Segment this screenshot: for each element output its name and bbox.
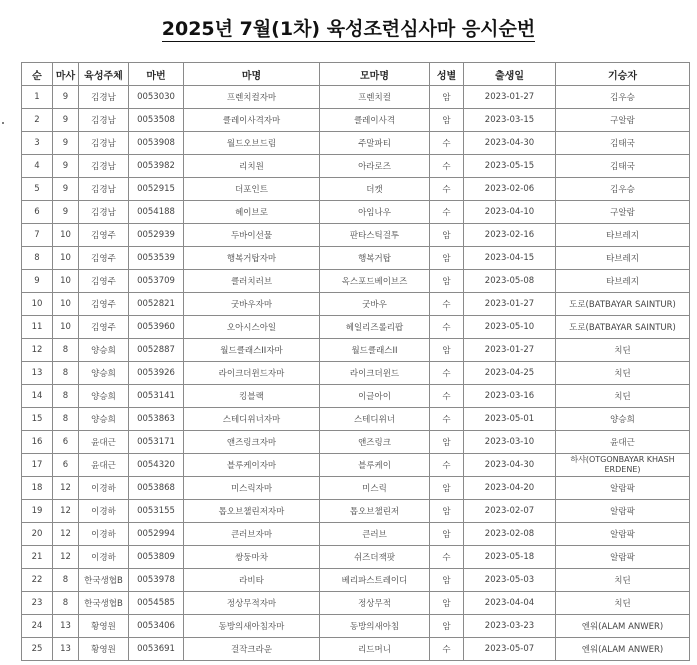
col-header-horse-name: 마명 xyxy=(184,63,320,86)
cell-dam-name: 스테디위너 xyxy=(320,408,430,431)
cell-stable: 9 xyxy=(53,178,79,201)
cell-trainer: 김영주 xyxy=(79,270,129,293)
cell-stable: 6 xyxy=(53,454,79,477)
cell-stable: 6 xyxy=(53,431,79,454)
cell-dam-name: 큰러브 xyxy=(320,523,430,546)
cell-birth-date: 2023-01-27 xyxy=(464,293,556,316)
cell-birth-date: 2023-04-30 xyxy=(464,132,556,155)
col-header-order: 순 xyxy=(22,63,53,86)
cell-trainer: 양승희 xyxy=(79,385,129,408)
table-row xyxy=(22,224,690,247)
cell-horse-name: 행복거탑자마 xyxy=(184,247,320,270)
table-row xyxy=(22,592,690,615)
cell-order: 16 xyxy=(22,431,53,454)
col-header-trainer: 육성주체 xyxy=(79,63,129,86)
table-row xyxy=(22,155,690,178)
cell-horse-name: 걸작크라운 xyxy=(184,638,320,661)
cell-sex: 암 xyxy=(430,592,464,615)
cell-sex: 수 xyxy=(430,385,464,408)
cell-stable: 12 xyxy=(53,546,79,569)
cell-stable: 10 xyxy=(53,293,79,316)
table-row xyxy=(22,638,690,661)
cell-horse-name: 블루케이자마 xyxy=(184,454,320,477)
table-body xyxy=(22,86,690,661)
cell-birth-date: 2023-05-01 xyxy=(464,408,556,431)
cell-trainer: 김영주 xyxy=(79,247,129,270)
cell-stable: 8 xyxy=(53,385,79,408)
cell-sex: 수 xyxy=(430,454,464,477)
cell-rider: 도로(BATBAYAR SAINTUR) xyxy=(556,293,690,316)
cell-horse-name: 두바이선물 xyxy=(184,224,320,247)
cell-horse-no: 0053868 xyxy=(129,477,184,500)
cell-horse-no: 0053406 xyxy=(129,615,184,638)
cell-birth-date: 2023-05-10 xyxy=(464,316,556,339)
cell-stable: 13 xyxy=(53,638,79,661)
cell-order: 8 xyxy=(22,247,53,270)
cell-sex: 수 xyxy=(430,408,464,431)
cell-sex: 암 xyxy=(430,500,464,523)
cell-dam-name: 정상무적 xyxy=(320,592,430,615)
cell-order: 14 xyxy=(22,385,53,408)
table-row xyxy=(22,247,690,270)
cell-trainer: 한국생협B xyxy=(79,569,129,592)
cell-dam-name: 굿바우 xyxy=(320,293,430,316)
cell-trainer: 김영주 xyxy=(79,316,129,339)
cell-rider: 알람팍 xyxy=(556,477,690,500)
cell-trainer: 이경하 xyxy=(79,523,129,546)
cell-sex: 수 xyxy=(430,201,464,224)
cell-rider: 치딘 xyxy=(556,362,690,385)
cell-sex: 암 xyxy=(430,615,464,638)
cell-horse-no: 0053508 xyxy=(129,109,184,132)
cell-order: 13 xyxy=(22,362,53,385)
cell-birth-date: 2023-02-08 xyxy=(464,523,556,546)
cell-stable: 9 xyxy=(53,109,79,132)
cell-sex: 암 xyxy=(430,109,464,132)
cell-dam-name: 판타스틱걸투 xyxy=(320,224,430,247)
document-title xyxy=(0,14,697,41)
cell-sex: 수 xyxy=(430,155,464,178)
cell-birth-date: 2023-04-30 xyxy=(464,454,556,477)
table-row xyxy=(22,615,690,638)
cell-rider: 알람팍 xyxy=(556,546,690,569)
cell-horse-no: 0053691 xyxy=(129,638,184,661)
cell-birth-date: 2023-05-18 xyxy=(464,546,556,569)
cell-order: 6 xyxy=(22,201,53,224)
cell-order: 22 xyxy=(22,569,53,592)
cell-rider: 김태국 xyxy=(556,132,690,155)
cell-order: 23 xyxy=(22,592,53,615)
table-row xyxy=(22,454,690,477)
cell-horse-no: 0053171 xyxy=(129,431,184,454)
cell-order: 10 xyxy=(22,293,53,316)
cell-horse-name: 더포인트 xyxy=(184,178,320,201)
cell-birth-date: 2023-01-27 xyxy=(464,86,556,109)
cell-dam-name: 쉬즈더잭팟 xyxy=(320,546,430,569)
cell-rider: 도로(BATBAYAR SAINTUR) xyxy=(556,316,690,339)
cell-sex: 암 xyxy=(430,431,464,454)
cell-birth-date: 2023-03-16 xyxy=(464,385,556,408)
cell-horse-name: 클러치러브 xyxy=(184,270,320,293)
cell-dam-name: 블루케이 xyxy=(320,454,430,477)
cell-sex: 암 xyxy=(430,86,464,109)
table-row xyxy=(22,178,690,201)
cell-horse-name: 톱오브챌린저자마 xyxy=(184,500,320,523)
cell-sex: 수 xyxy=(430,546,464,569)
cell-trainer: 이경하 xyxy=(79,477,129,500)
cell-rider: 타브레지 xyxy=(556,247,690,270)
cell-stable: 9 xyxy=(53,86,79,109)
cell-dam-name: 클레이사격 xyxy=(320,109,430,132)
cell-rider: 치딘 xyxy=(556,569,690,592)
cell-birth-date: 2023-01-27 xyxy=(464,339,556,362)
table-row xyxy=(22,431,690,454)
table-row xyxy=(22,316,690,339)
cell-birth-date: 2023-05-08 xyxy=(464,270,556,293)
cell-order: 18 xyxy=(22,477,53,500)
table-row xyxy=(22,270,690,293)
cell-birth-date: 2023-03-23 xyxy=(464,615,556,638)
cell-horse-name: 월드오브드림 xyxy=(184,132,320,155)
cell-horse-name: 동방의새아침자마 xyxy=(184,615,320,638)
cell-horse-name: 오아시스아일 xyxy=(184,316,320,339)
cell-horse-name: 스테디위너자마 xyxy=(184,408,320,431)
cell-order: 5 xyxy=(22,178,53,201)
cell-order: 20 xyxy=(22,523,53,546)
cell-order: 2 xyxy=(22,109,53,132)
cell-order: 15 xyxy=(22,408,53,431)
cell-trainer: 김경남 xyxy=(79,155,129,178)
cell-stable: 8 xyxy=(53,339,79,362)
cell-trainer: 윤대근 xyxy=(79,431,129,454)
cell-horse-name: 정상무적자마 xyxy=(184,592,320,615)
cell-stable: 13 xyxy=(53,615,79,638)
cell-birth-date: 2023-04-15 xyxy=(464,247,556,270)
cell-trainer: 황영원 xyxy=(79,615,129,638)
cell-horse-no: 0053978 xyxy=(129,569,184,592)
cell-rider: 알람팍 xyxy=(556,500,690,523)
cell-trainer: 이경하 xyxy=(79,500,129,523)
table-row xyxy=(22,109,690,132)
cell-sex: 수 xyxy=(430,316,464,339)
cell-horse-no: 0053908 xyxy=(129,132,184,155)
cell-order: 3 xyxy=(22,132,53,155)
cell-dam-name: 동방의새아침 xyxy=(320,615,430,638)
cell-sex: 수 xyxy=(430,293,464,316)
cell-sex: 암 xyxy=(430,523,464,546)
order-table xyxy=(21,62,690,661)
cell-rider: 엔워(ALAM ANWER) xyxy=(556,615,690,638)
cell-birth-date: 2023-04-25 xyxy=(464,362,556,385)
document-title-text: 2025년 7월(1차) 육성조련심사마 응시순번 xyxy=(161,18,536,40)
cell-horse-name: 프렌치컬자마 xyxy=(184,86,320,109)
table-row xyxy=(22,477,690,500)
cell-stable: 9 xyxy=(53,155,79,178)
cell-birth-date: 2023-05-03 xyxy=(464,569,556,592)
cell-order: 7 xyxy=(22,224,53,247)
cell-trainer: 김경남 xyxy=(79,201,129,224)
cell-order: 4 xyxy=(22,155,53,178)
cell-birth-date: 2023-03-15 xyxy=(464,109,556,132)
cell-horse-name: 큰러브자마 xyxy=(184,523,320,546)
cell-dam-name: 헤일리즈롤리팝 xyxy=(320,316,430,339)
table-row xyxy=(22,546,690,569)
cell-horse-no: 0053141 xyxy=(129,385,184,408)
cell-horse-no: 0054585 xyxy=(129,592,184,615)
cell-horse-no: 0054188 xyxy=(129,201,184,224)
cell-sex: 암 xyxy=(430,339,464,362)
cell-order: 9 xyxy=(22,270,53,293)
cell-horse-no: 0052939 xyxy=(129,224,184,247)
cell-trainer: 양승희 xyxy=(79,408,129,431)
cell-rider: 김태국 xyxy=(556,155,690,178)
cell-horse-name: 라비타 xyxy=(184,569,320,592)
col-header-birth-date: 출생일 xyxy=(464,63,556,86)
table-row xyxy=(22,132,690,155)
table-header-row xyxy=(22,63,690,86)
table-row xyxy=(22,408,690,431)
cell-stable: 10 xyxy=(53,247,79,270)
cell-horse-no: 0053982 xyxy=(129,155,184,178)
cell-sex: 암 xyxy=(430,569,464,592)
cell-dam-name: 앤즈링크 xyxy=(320,431,430,454)
cell-dam-name: 더캣 xyxy=(320,178,430,201)
cell-horse-name: 쌍둥마차 xyxy=(184,546,320,569)
cell-horse-name: 굿바우자마 xyxy=(184,293,320,316)
cell-rider: 타브레지 xyxy=(556,270,690,293)
cell-birth-date: 2023-04-10 xyxy=(464,201,556,224)
col-header-horse-no: 마번 xyxy=(129,63,184,86)
cell-sex: 암 xyxy=(430,224,464,247)
cell-stable: 12 xyxy=(53,500,79,523)
cell-dam-name: 프렌치컬 xyxy=(320,86,430,109)
cell-horse-no: 0053155 xyxy=(129,500,184,523)
table-row xyxy=(22,293,690,316)
cell-rider: 치딘 xyxy=(556,339,690,362)
cell-horse-name: 월드클래스II자마 xyxy=(184,339,320,362)
cell-horse-no: 0052915 xyxy=(129,178,184,201)
cell-sex: 수 xyxy=(430,362,464,385)
cell-horse-no: 0053926 xyxy=(129,362,184,385)
cell-birth-date: 2023-05-15 xyxy=(464,155,556,178)
table-row xyxy=(22,86,690,109)
table-row xyxy=(22,339,690,362)
cell-dam-name: 이글아이 xyxy=(320,385,430,408)
cell-horse-no: 0053709 xyxy=(129,270,184,293)
cell-order: 11 xyxy=(22,316,53,339)
cell-sex: 암 xyxy=(430,270,464,293)
cell-trainer: 김경남 xyxy=(79,86,129,109)
cell-trainer: 김경남 xyxy=(79,109,129,132)
cell-horse-no: 0053863 xyxy=(129,408,184,431)
cell-stable: 8 xyxy=(53,362,79,385)
cell-rider: 윤대근 xyxy=(556,431,690,454)
col-header-sex: 성별 xyxy=(430,63,464,86)
cell-stable: 10 xyxy=(53,270,79,293)
cell-sex: 수 xyxy=(430,638,464,661)
cell-horse-name: 헤이브로 xyxy=(184,201,320,224)
cell-stable: 12 xyxy=(53,523,79,546)
cell-dam-name: 톱오브챌린저 xyxy=(320,500,430,523)
cell-trainer: 양승희 xyxy=(79,339,129,362)
cell-birth-date: 2023-03-10 xyxy=(464,431,556,454)
scan-speck xyxy=(2,122,4,124)
cell-horse-no: 0052994 xyxy=(129,523,184,546)
cell-stable: 9 xyxy=(53,132,79,155)
cell-dam-name: 행복거탑 xyxy=(320,247,430,270)
cell-stable: 8 xyxy=(53,408,79,431)
cell-horse-name: 라이크더윈드자마 xyxy=(184,362,320,385)
cell-rider: 하샤(OTGONBAYAR KHASH ERDENE) xyxy=(556,454,690,477)
cell-rider: 구알람 xyxy=(556,201,690,224)
cell-trainer: 김경남 xyxy=(79,178,129,201)
col-header-rider: 기승자 xyxy=(556,63,690,86)
cell-trainer: 황영원 xyxy=(79,638,129,661)
cell-horse-no: 0053809 xyxy=(129,546,184,569)
cell-dam-name: 아라로즈 xyxy=(320,155,430,178)
col-header-dam-name: 모마명 xyxy=(320,63,430,86)
cell-stable: 9 xyxy=(53,201,79,224)
cell-birth-date: 2023-04-20 xyxy=(464,477,556,500)
cell-horse-name: 킹블랙 xyxy=(184,385,320,408)
table-row xyxy=(22,362,690,385)
cell-dam-name: 베리파스트레이디 xyxy=(320,569,430,592)
cell-horse-no: 0053030 xyxy=(129,86,184,109)
cell-rider: 치딘 xyxy=(556,592,690,615)
cell-rider: 김우승 xyxy=(556,86,690,109)
cell-birth-date: 2023-02-16 xyxy=(464,224,556,247)
cell-dam-name: 옥스포드베이브즈 xyxy=(320,270,430,293)
table-row xyxy=(22,201,690,224)
cell-order: 12 xyxy=(22,339,53,362)
cell-horse-name: 미스릭자마 xyxy=(184,477,320,500)
table-row xyxy=(22,569,690,592)
cell-rider: 김우승 xyxy=(556,178,690,201)
cell-horse-no: 0052887 xyxy=(129,339,184,362)
cell-dam-name: 아임나우 xyxy=(320,201,430,224)
cell-sex: 암 xyxy=(430,247,464,270)
cell-trainer: 윤대근 xyxy=(79,454,129,477)
table-row xyxy=(22,500,690,523)
cell-stable: 12 xyxy=(53,477,79,500)
cell-horse-no: 0053960 xyxy=(129,316,184,339)
cell-dam-name: 월드클래스II xyxy=(320,339,430,362)
cell-order: 17 xyxy=(22,454,53,477)
cell-trainer: 한국생협B xyxy=(79,592,129,615)
cell-trainer: 양승희 xyxy=(79,362,129,385)
cell-horse-no: 0053539 xyxy=(129,247,184,270)
cell-order: 19 xyxy=(22,500,53,523)
cell-rider: 치딘 xyxy=(556,385,690,408)
cell-rider: 양승희 xyxy=(556,408,690,431)
cell-order: 25 xyxy=(22,638,53,661)
cell-stable: 8 xyxy=(53,569,79,592)
cell-birth-date: 2023-02-07 xyxy=(464,500,556,523)
cell-dam-name: 리드머니 xyxy=(320,638,430,661)
cell-horse-no: 0052821 xyxy=(129,293,184,316)
cell-rider: 엔워(ALAM ANWER) xyxy=(556,638,690,661)
cell-birth-date: 2023-02-06 xyxy=(464,178,556,201)
cell-horse-name: 리치원 xyxy=(184,155,320,178)
cell-sex: 수 xyxy=(430,132,464,155)
cell-birth-date: 2023-05-07 xyxy=(464,638,556,661)
cell-stable: 10 xyxy=(53,224,79,247)
cell-trainer: 김영주 xyxy=(79,224,129,247)
cell-dam-name: 주말파티 xyxy=(320,132,430,155)
cell-horse-name: 클레이사격자마 xyxy=(184,109,320,132)
cell-rider: 알람팍 xyxy=(556,523,690,546)
table-row xyxy=(22,523,690,546)
cell-rider: 구알람 xyxy=(556,109,690,132)
cell-dam-name: 미스릭 xyxy=(320,477,430,500)
col-header-stable: 마사 xyxy=(53,63,79,86)
cell-trainer: 이경하 xyxy=(79,546,129,569)
cell-order: 21 xyxy=(22,546,53,569)
cell-order: 1 xyxy=(22,86,53,109)
cell-trainer: 김영주 xyxy=(79,293,129,316)
cell-horse-name: 앤즈링크자마 xyxy=(184,431,320,454)
cell-order: 24 xyxy=(22,615,53,638)
table-row xyxy=(22,385,690,408)
cell-dam-name: 라이크더윈드 xyxy=(320,362,430,385)
cell-stable: 8 xyxy=(53,592,79,615)
cell-trainer: 김경남 xyxy=(79,132,129,155)
cell-horse-no: 0054320 xyxy=(129,454,184,477)
cell-stable: 10 xyxy=(53,316,79,339)
cell-sex: 암 xyxy=(430,477,464,500)
cell-birth-date: 2023-04-04 xyxy=(464,592,556,615)
cell-rider: 타브레지 xyxy=(556,224,690,247)
cell-sex: 수 xyxy=(430,178,464,201)
